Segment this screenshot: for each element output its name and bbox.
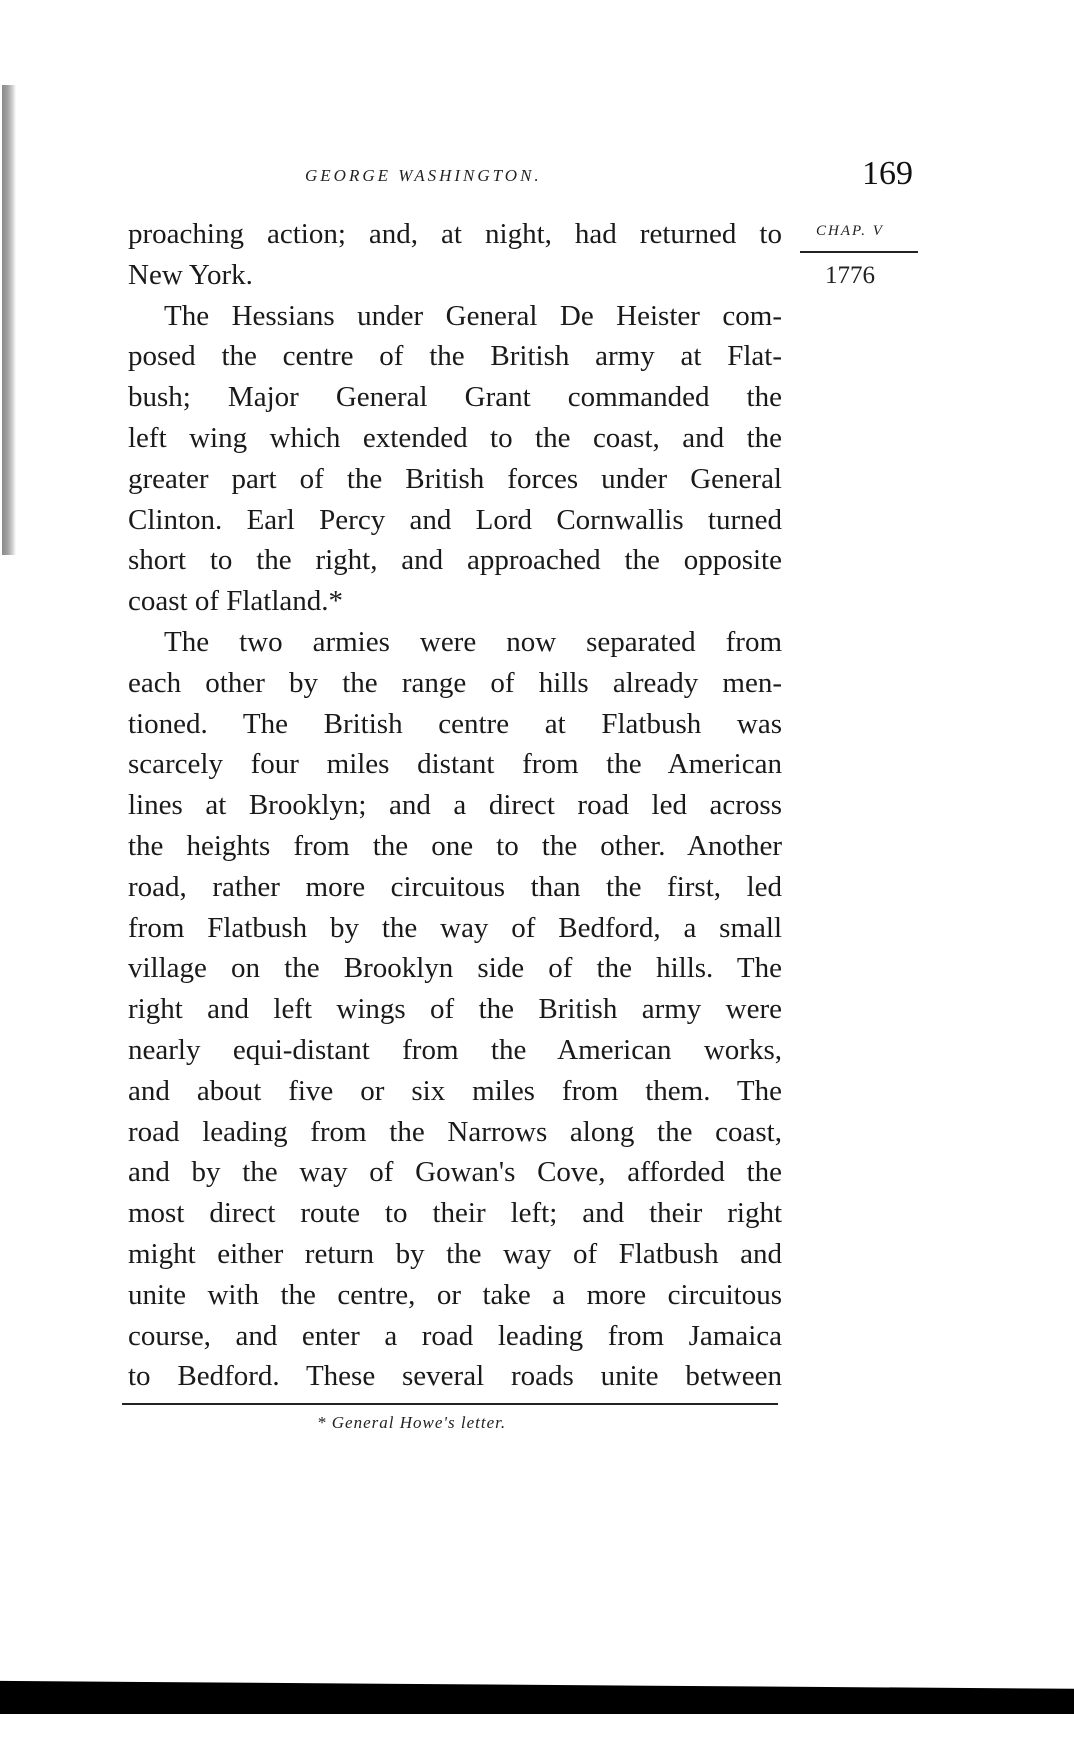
text-line: course, and enter a road leading from Jamaica: [128, 1319, 782, 1352]
text-line: The two armies were now separated from: [164, 625, 782, 658]
scan-edge-left: [2, 85, 16, 555]
text-line: lines at Brooklyn; and a direct road led across: [128, 789, 782, 822]
text-line: The Hessians under General De Heister com-: [164, 299, 782, 332]
text-line: road, rather more circuitous than the first, led: [128, 870, 782, 903]
year-marginal-note: 1776: [825, 262, 875, 289]
text-line: right and left wings of the British army were: [128, 993, 782, 1026]
scan-edge-bottom: [0, 1678, 1074, 1714]
text-line: bush; Major General Grant commanded the: [128, 381, 782, 414]
text-line: scarcely four miles distant from the American: [128, 748, 782, 781]
text-line: nearly equi-distant from the American works,: [128, 1033, 782, 1066]
text-line: road leading from the Narrows along the coast,: [128, 1115, 782, 1148]
body-text: [128, 214, 782, 1397]
text-line: to Bedford. These several roads unite between: [128, 1360, 782, 1393]
text-line: posed the centre of the British army at Flat-: [128, 340, 782, 373]
text-line: each other by the range of hills already men-: [128, 666, 782, 699]
text-line: New York.: [128, 258, 253, 291]
footnote-rule: [122, 1403, 778, 1405]
text-line: coast of Flatland.*: [128, 585, 344, 618]
text-line: village on the Brooklyn side of the hills. The: [128, 952, 782, 985]
footnote: * General Howe's letter.: [317, 1413, 507, 1432]
text-line: most direct route to their left; and their right: [128, 1197, 782, 1230]
text-line: and by the way of Gowan's Cove, afforded the: [128, 1156, 782, 1189]
marginal-rule: [800, 251, 918, 253]
text-line: short to the right, and approached the opposite: [128, 544, 782, 577]
text-line: left wing which extended to the coast, and the: [128, 421, 782, 454]
text-line: greater part of the British forces under General: [128, 462, 782, 495]
text-line: might either return by the way of Flatbush and: [128, 1237, 782, 1270]
chapter-marginal-note: CHAP. V: [816, 223, 884, 239]
running-head: GEORGE WASHINGTON.: [305, 166, 542, 185]
text-line: from Flatbush by the way of Bedford, a small: [128, 911, 782, 944]
text-line: tioned. The British centre at Flatbush was: [128, 707, 782, 740]
text-line: the heights from the one to the other. Another: [128, 829, 782, 862]
text-line: unite with the centre, or take a more circuitous: [128, 1278, 782, 1311]
text-line: and about five or six miles from them. The: [128, 1074, 782, 1107]
text-line: Clinton. Earl Percy and Lord Cornwallis turned: [128, 503, 782, 536]
text-line: proaching action; and, at night, had returned to: [128, 218, 782, 250]
page-number: 169: [862, 155, 913, 192]
